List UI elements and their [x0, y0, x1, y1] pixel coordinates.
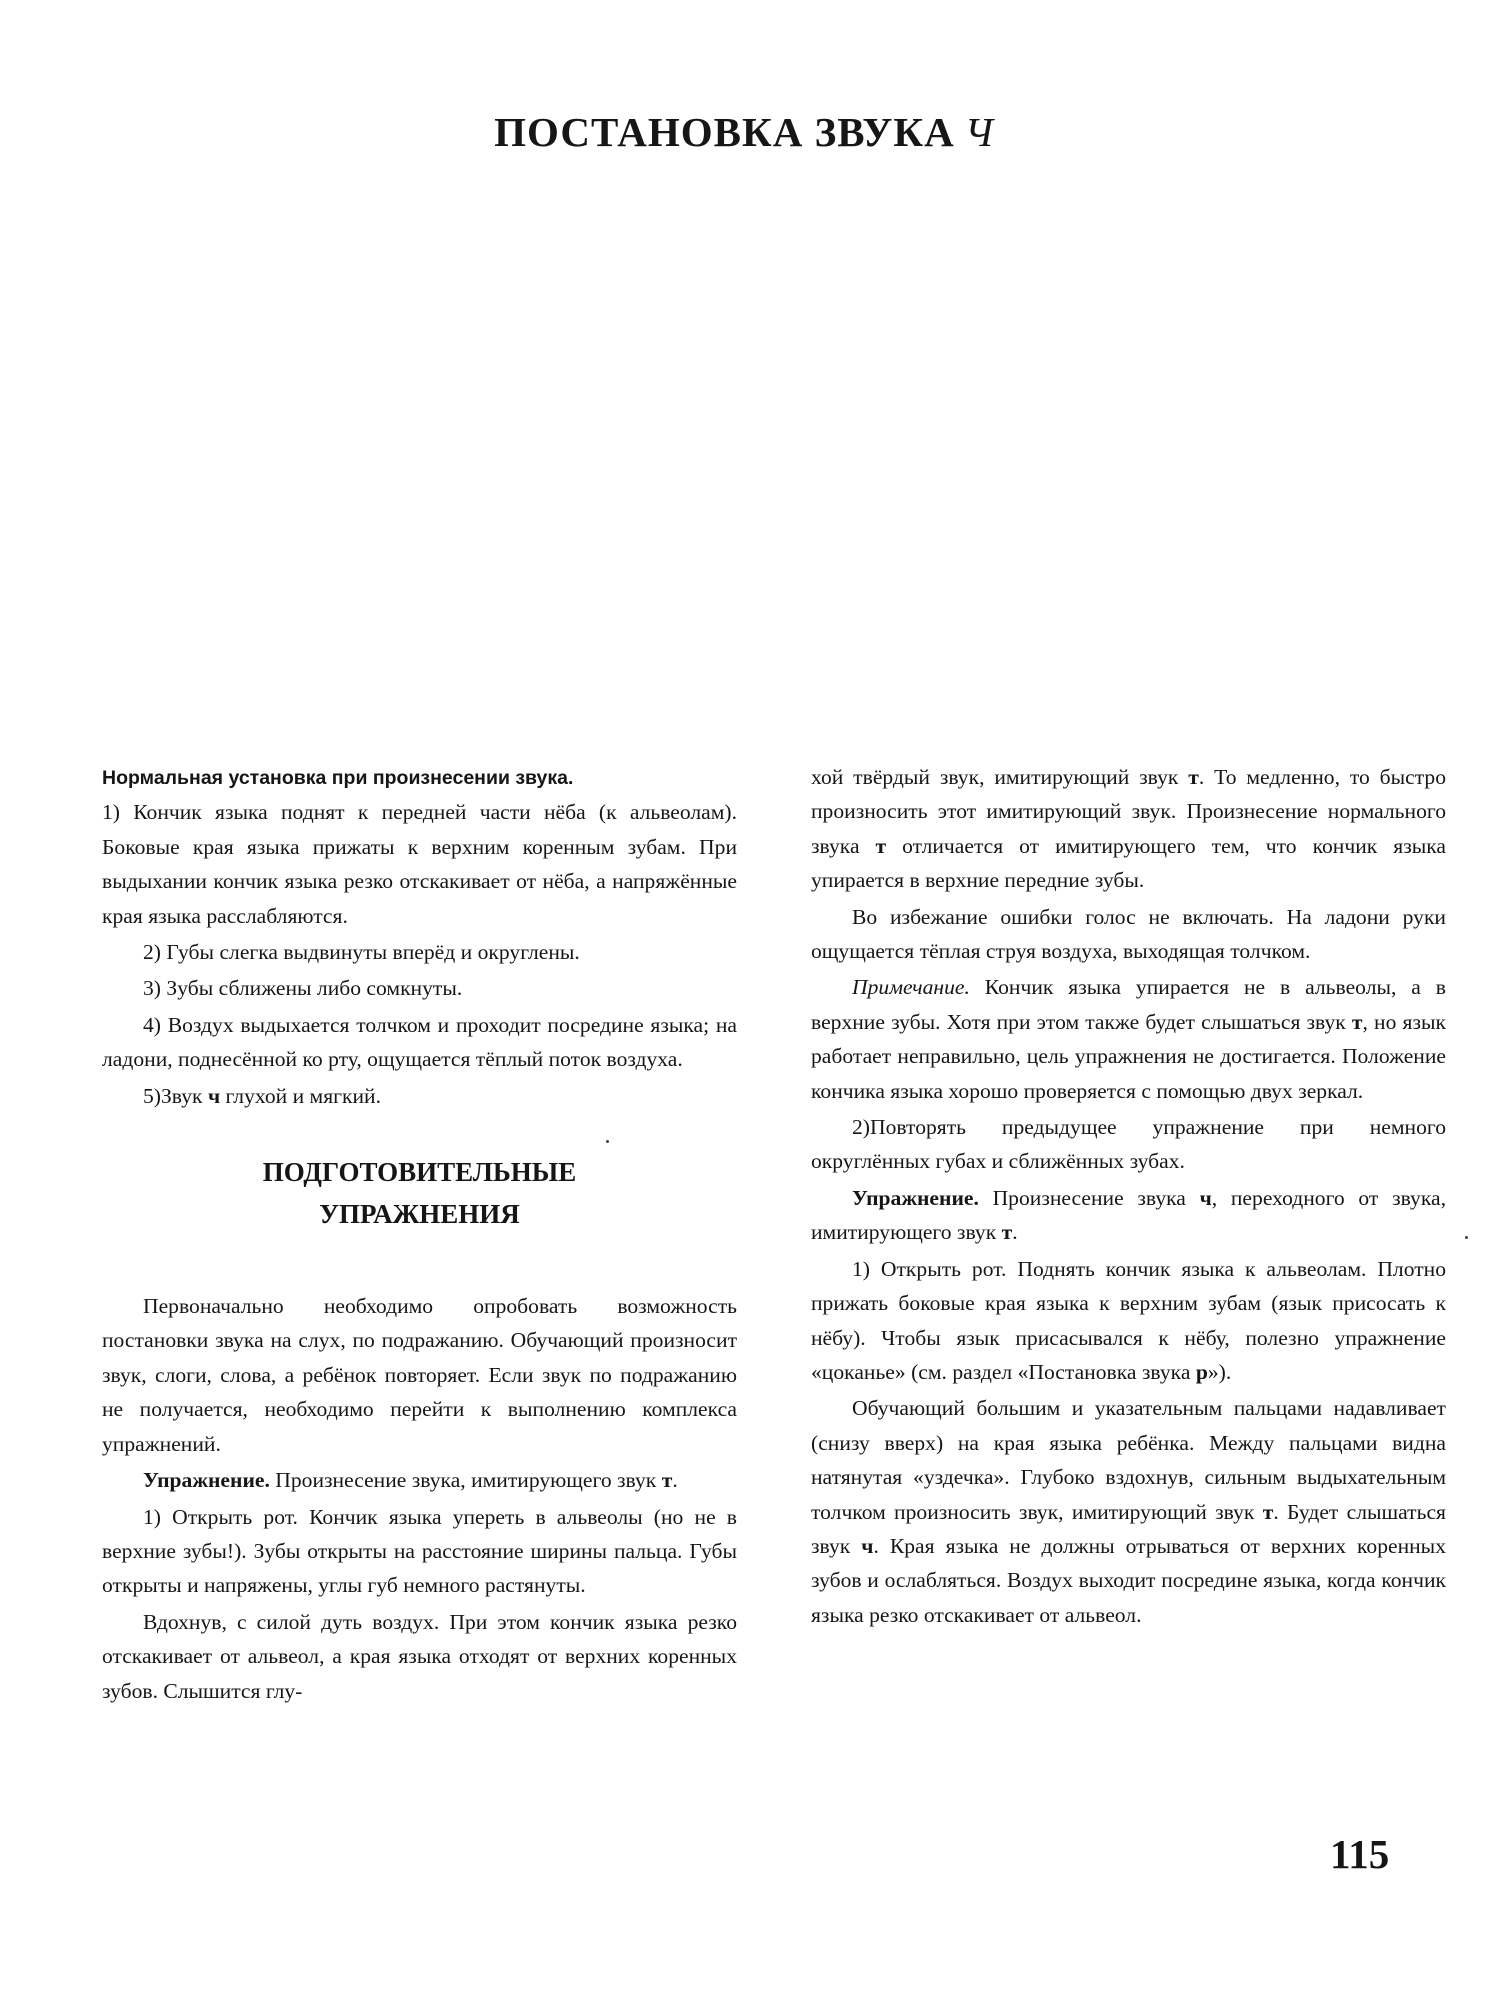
scan-speck	[606, 1140, 609, 1143]
exercise-1-end: .	[672, 1468, 678, 1493]
exercise-2-step-2	[811, 1391, 1446, 1632]
note-pre: Кончик языка упирается не в альвеолы, а в верхние зубы. Хотя при этом также будет слышаться звук	[811, 975, 1446, 1034]
normal-position-item-2: 2) Губы слегка выдвинуты вперёд и округлены.	[143, 940, 580, 965]
exercise-1-step-1: 1) Открыть рот. Кончик языка упереть в альвеолы (но не в верхние зубы!). Зубы открыты на расстояние ширины пальца. Губы открыты и напряжены, углы губ немного растянуты.	[102, 1504, 737, 1598]
step-1-pre: 1) Открыть рот. Поднять кончик языка к альвеолам. Плотно прижать боковые края языка к верхним зубам (язык присосать к нёбу). Чтобы язык присасывался к нёбу, полезно упражнение «цоканье» (см. раздел «Постановка звука	[811, 1256, 1446, 1384]
exercise-2-end: .	[1012, 1220, 1018, 1245]
scan-speck	[1465, 1236, 1468, 1239]
normal-position-paragraph	[102, 760, 737, 933]
left-column	[102, 760, 737, 1710]
title-letter: Ч	[964, 109, 994, 155]
section-heading-line-2: УПРАЖНЕНИЯ	[319, 1199, 520, 1230]
normal-position-item-1: 1) Кончик языка поднят к передней части нёба (к альвеолам). Боковые края языка прижаты к верхним коренным зубам. При выдыхании кончик языка резко отскакивает от нёба, а напряжённые края языка расслабляются.	[102, 800, 737, 928]
intro-paragraph: Первоначально необходимо опробовать возможность постановки звука на слух, по подражанию. Обучающий произносит звук, слоги, слова, а ребёнок повторяет. Если звук по подражанию не получается, необходимо перейти к выполнению комплекса упражнений.	[102, 1294, 737, 1456]
note-post: , но язык работает неправильно, цель упражнения не достигается. Положение кончика языка хорошо проверяется с помощью двух зеркал.	[811, 1009, 1446, 1103]
note-letter: т	[1351, 1009, 1363, 1034]
step-2-pre: Обучающий большим и указательным пальцами надавливает (снизу вверх) на края языка ребёнка. Между пальцами видна натянутая «уздечка». Глубоко вздохнув, сильным выдыхательным толчком произносить звук, имитирующий звук	[811, 1396, 1446, 1524]
step-2-letter-1: т	[1262, 1499, 1274, 1524]
exercise-2-step-1	[811, 1252, 1446, 1390]
exercise-1-letter: т	[661, 1468, 673, 1493]
page-title	[0, 108, 1488, 156]
voice-warning-paragraph: Во избежание ошибки голос не включать. На ладони руки ощущается тёплая струя воздуха, выходящая толчком.	[811, 904, 1446, 964]
normal-position-item-4: 4) Воздух выдыхается толчком и проходит посредине языка; на ладони, поднесённой ко рту, ощущается тёплый поток воздуха.	[102, 1012, 737, 1072]
exercise-2-letter-2: т	[1001, 1220, 1013, 1245]
title-main: ПОСТАНОВКА ЗВУКА	[494, 109, 955, 155]
section-heading-line-1: ПОДГОТОВИТЕЛЬНЫЕ	[262, 1157, 577, 1188]
step-2-letter-2: ч	[861, 1533, 874, 1558]
continued-letter-1: т	[1188, 765, 1199, 789]
exercise-1-heading-paragraph	[102, 1463, 737, 1497]
exercise-2-label: Упражнение.	[852, 1185, 979, 1210]
exercise-2-pre: Произнесение звука	[978, 1185, 1200, 1210]
normal-position-item-5	[102, 1079, 737, 1113]
exercise-1-label: Упражнение.	[143, 1468, 270, 1493]
section-heading	[102, 1151, 737, 1235]
step-1-post: »).	[1207, 1359, 1232, 1384]
step-1-letter: р	[1195, 1359, 1208, 1384]
item-5-pre: 5)Звук	[143, 1083, 208, 1108]
continued-post: отличается от имитирующего тем, что кончик языка упирается в верхние передние зубы.	[811, 833, 1446, 893]
note-label: Примечание.	[852, 975, 970, 1000]
right-column	[811, 760, 1446, 1634]
item-5-letter: ч	[207, 1083, 221, 1108]
item-5-post: глухой и мягкий.	[220, 1083, 382, 1108]
step-2-mid: . Будет слышаться звук	[811, 1499, 1446, 1558]
continued-letter-2: т	[875, 833, 887, 858]
exercise-2-letter-1: ч	[1199, 1185, 1212, 1210]
exercise-1-text: Произнесение звука, имитирующего звук	[269, 1468, 662, 1493]
continued-paragraph	[811, 760, 1446, 898]
exercise-1-repeat: 2)Повторять предыдущее упражнение при немного округлённых губах и сближённых зубах.	[811, 1115, 1446, 1174]
continued-mid: . То медленно, то быстро произносить этот имитирующий звук. Произнесение нормального звука	[811, 765, 1447, 858]
note-paragraph	[811, 970, 1446, 1108]
continued-pre: хой твёрдый звук, имитирующий звук	[811, 765, 1189, 789]
page-number: 115	[1330, 1831, 1390, 1877]
exercise-1-step-2: Вдохнув, с силой дуть воздух. При этом кончик языка резко отскакивает от альвеол, а края языка отходят от верхних коренных зубов. Слышится глу-	[102, 1609, 737, 1703]
exercise-2-heading-paragraph	[811, 1181, 1446, 1250]
normal-position-item-3: 3) Зубы сближены либо сомкнуты.	[143, 976, 463, 1001]
normal-position-heading: Нормальная установка при произнесении звука.	[102, 767, 574, 789]
step-2-post: . Края языка не должны отрываться от верхних коренных зубов и ослабляться. Воздух выходит посредине языка, когда кончик языка резко отскакивает от альвеол.	[811, 1533, 1446, 1627]
exercise-2-mid: , переходного от звука, имитирующего звук	[811, 1185, 1446, 1245]
